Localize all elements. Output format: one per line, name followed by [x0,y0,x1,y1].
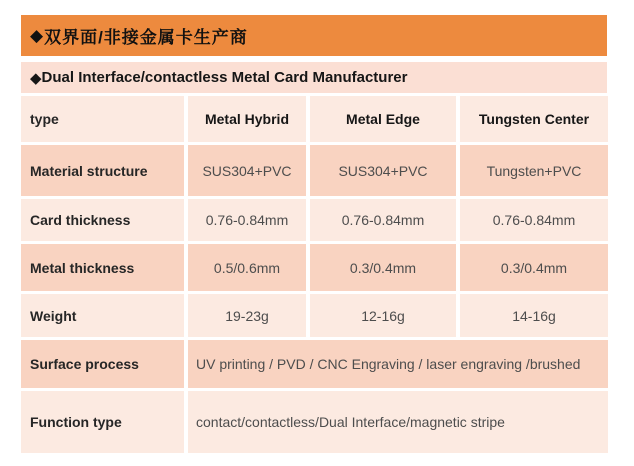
table-cell: 14-16g [460,294,608,337]
row-label-function-type: Function type [21,391,184,453]
column-header-tungsten-center: Tungsten Center [460,96,608,142]
row-label-material-structure: Material structure [21,145,184,196]
spec-table [21,96,607,453]
spec-sheet-content [21,15,607,453]
column-header-metal-hybrid: Metal Hybrid [188,96,306,142]
table-cell: 0.3/0.4mm [310,244,456,291]
table-cell: 19-23g [188,294,306,337]
diamond-icon: ◆ [30,25,45,45]
table-cell: 12-16g [310,294,456,337]
table-cell-surface-process-span: UV printing / PVD / CNC Engraving / laser engraving /brushed [188,340,608,388]
title-banner-chinese [21,15,607,56]
row-label-card-thickness: Card thickness [21,199,184,241]
table-cell: 0.5/0.6mm [188,244,306,291]
table-cell-function-type-span: contact/contactless/Dual Interface/magnetic stripe [188,391,608,453]
table-cell: SUS304+PVC [310,145,456,196]
table-cell: Tungsten+PVC [460,145,608,196]
row-label-metal-thickness: Metal thickness [21,244,184,291]
table-cell: SUS304+PVC [188,145,306,196]
table-cell: 0.76-0.84mm [460,199,608,241]
diamond-icon: ◆ [30,69,42,87]
header-row-label: type [21,96,184,142]
table-cell: 0.76-0.84mm [188,199,306,241]
title-banner-english [21,62,607,93]
column-header-metal-edge: Metal Edge [310,96,456,142]
page-title-english: Dual Interface/contactless Metal Card Manufacturer [41,69,408,86]
row-label-weight: Weight [21,294,184,337]
row-label-surface-process: Surface process [21,340,184,388]
table-cell: 0.3/0.4mm [460,244,608,291]
page-title-chinese: 双界面/非接金属卡生产商 [44,28,248,47]
table-cell: 0.76-0.84mm [310,199,456,241]
